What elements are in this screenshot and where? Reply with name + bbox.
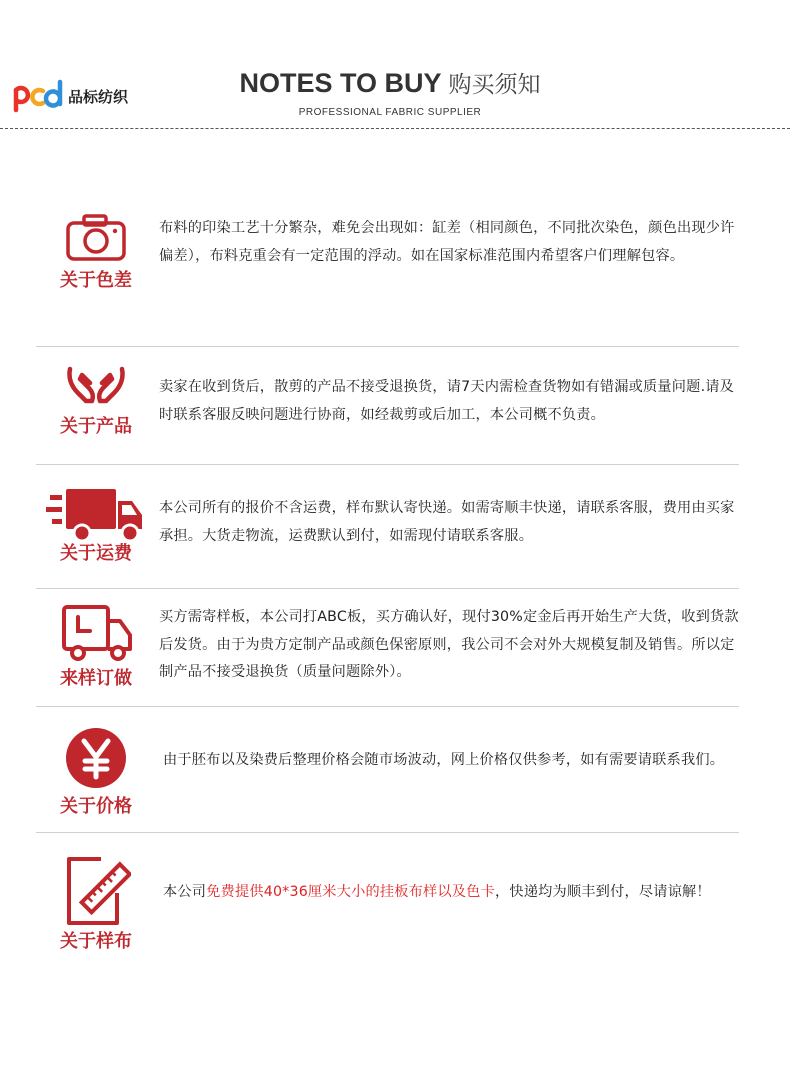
section-text-end: ，快递均为顺丰到付，尽请谅解！ [494, 884, 711, 900]
brand-logo [12, 78, 128, 114]
page-title-cn: 购买须知 [448, 72, 541, 98]
clock-truck-icon [56, 603, 136, 661]
free-sample-highlight: 免费提供40*36厘米大小的挂板布样以及色卡 [206, 884, 495, 900]
section-label: 关于色差 [60, 270, 132, 291]
brand-name: 品标纺织 [68, 87, 129, 106]
section-label: 关于价格 [60, 796, 132, 817]
section-text: 由于胚布以及染费后整理价格会随市场波动，网上价格仅供参考，如有需要请联系我们。 [163, 752, 725, 768]
section-icon-block [36, 365, 156, 438]
header-dashed-divider [0, 128, 790, 129]
section-label: 关于产品 [60, 416, 132, 437]
section-custom-order [36, 589, 739, 706]
section-label: 关于运费 [60, 543, 132, 564]
section-sample-fabric [36, 833, 739, 968]
yen-icon [65, 727, 127, 789]
section-icon-block [36, 485, 156, 565]
section-text-start: 本公司 [163, 884, 207, 900]
page-header [0, 0, 790, 135]
section-label: 关于样布 [60, 931, 132, 952]
section-shipping [36, 465, 739, 588]
hands-icon [64, 365, 128, 409]
camera-icon [64, 213, 128, 263]
delivery-truck-icon [46, 485, 146, 545]
section-price [36, 707, 739, 832]
section-icon-block [36, 853, 156, 953]
page-title [190, 66, 590, 99]
page-title-en: NOTES TO BUY [239, 68, 442, 98]
page-subtitle: PROFESSIONAL FABRIC SUPPLIER [298, 107, 482, 118]
section-icon-block [36, 213, 156, 292]
pcd-logo-icon [12, 78, 64, 114]
section-product [36, 347, 739, 464]
section-text: 布料的印染工艺十分繁杂，难免会出现如：缸差（相同颜色，不同批次染色，颜色出现少许偏差），布料克重会有一定范围的浮动。如在国家标准范围内希望客户们理解包容。 [159, 220, 735, 264]
section-label: 来样订做 [60, 668, 132, 689]
section-text: 本公司所有的报价不含运费，样布默认寄快递。如需寄顺丰快递，请联系客服，费用由买家承担。大货走物流，运费默认到付，如需现付请联系客服。 [159, 500, 735, 544]
section-text: 卖家在收到货后，散剪的产品不接受退换货，请7天内需检查货物如有错漏或质量问题.请及时联系客服反映问题进行协商，如经裁剪或后加工，本公司概不负责。 [159, 379, 735, 423]
section-icon-block [36, 603, 156, 690]
section-icon-block [36, 727, 156, 818]
section-color-difference [36, 205, 739, 345]
ruler-pencil-icon [61, 853, 131, 929]
section-text [163, 879, 739, 907]
title-block [190, 66, 590, 118]
section-text: 买方需寄样板，本公司打ABC板，买方确认好，现付30%定金后再开始生产大货，收到货款后发货。由于为贵方定制产品或颜色保密原则，我公司不会对外大规模复制及销售。所以定制产品不接受退换货（质量问题除外）。 [159, 609, 739, 680]
